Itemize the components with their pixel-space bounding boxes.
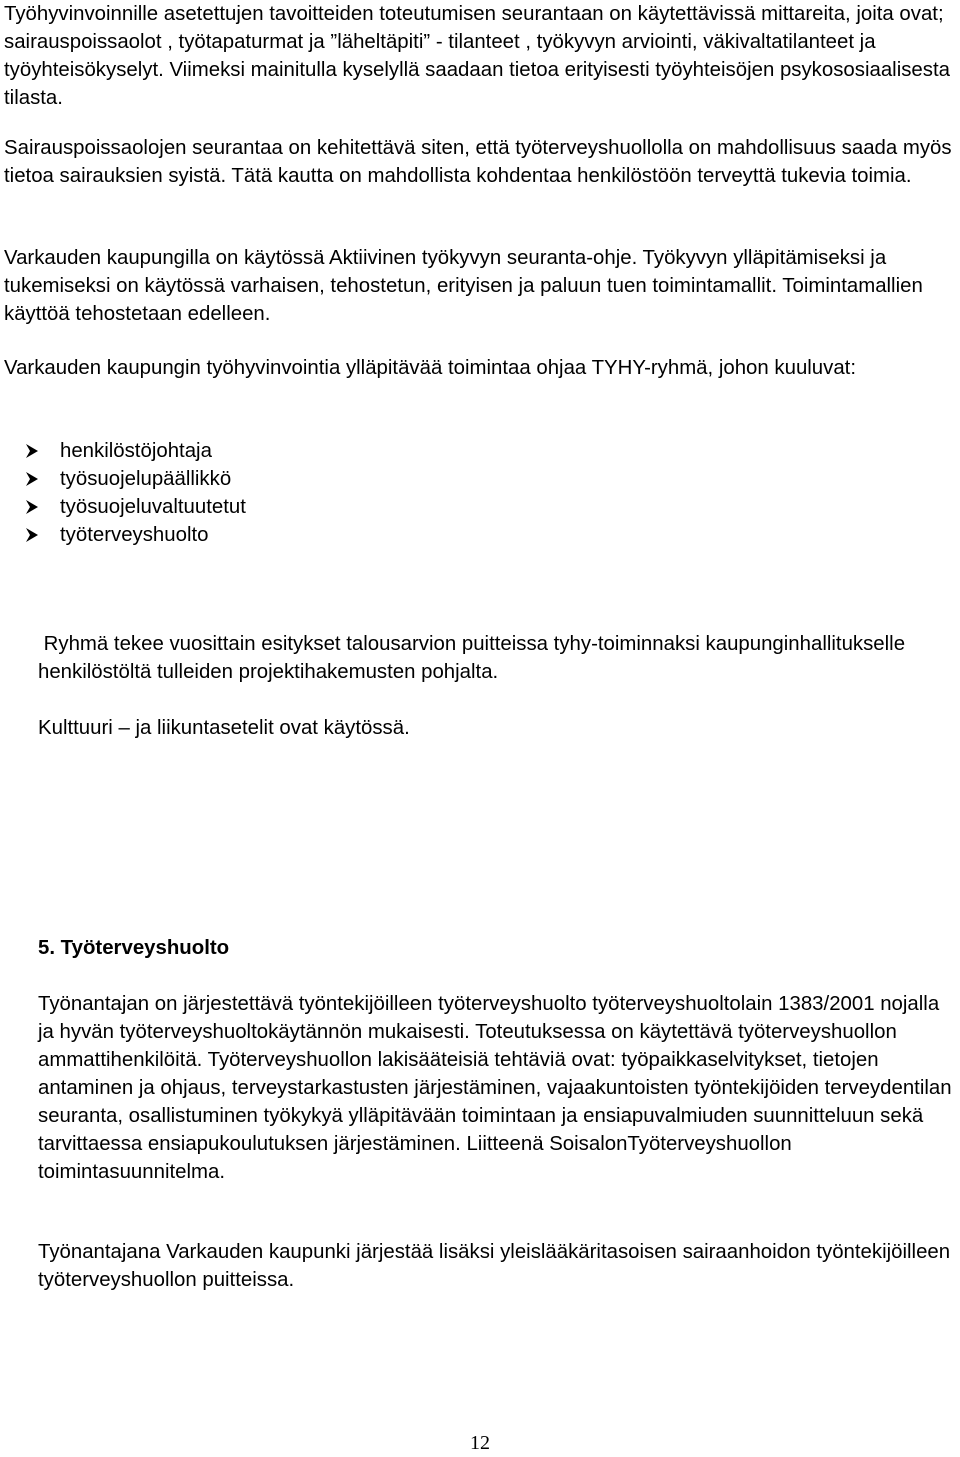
arrowhead-bullet-icon (4, 443, 60, 459)
paragraph-occupational-health-duties: Työnantajan on järjestettävä työntekijöilleen työterveyshuolto työterveyshuoltolain 1383/2001 nojalla ja hyvän työterveyshuoltokäytännön mukaisesti. Toteutuksessa on käytettävä työterveyshuollon ammattihenkilöitä. Työterveyshuollon lakisääteisiä tehtäviä ovat: työpaikkaselvitykset, tietojen antaminen ja ohjaus, terveystarkastusten järjestäminen, vajaakuntoisten työntekijöiden terveydentilan seuranta, osallistuminen työkykyä ylläpitävään toimintaan ja ensiapuvalmiuden suunnitteluun sekä tarvittaessa ensiapukoulutuksen järjestäminen. Liitteenä SoisalonTyöterveyshuollon toimintasuunnitelma. (38, 993, 958, 1183)
list-item-label: työterveyshuolto (60, 524, 209, 546)
paragraph-work-ability-guideline: Varkauden kaupungilla on käytössä Aktiivinen työkyvyn seuranta-ohje. Työkyvyn ylläpitämiseksi ja tukemiseksi on käytössä varhaisen, tehostetun, erityisen ja paluun tuen toimintamallit. Toimintamallien käyttöä tehostetaan edelleen. (4, 247, 929, 325)
arrowhead-bullet-icon (4, 471, 60, 487)
paragraph-sick-leave-monitoring: Sairauspoissaolojen seurantaa on kehitettävä siten, että työterveyshuollolla on mahdollisuus saada myös tietoa sairauksien syistä. Tätä kautta on mahdollista kohdentaa henkilöstöön terveyttä tukevia toimia. (4, 137, 958, 187)
paragraph-annual-proposals: Ryhmä tekee vuosittain esitykset talousarvion puitteissa tyhy-toiminnaksi kaupunginhallitukselle henkilöstöltä tulleiden projektihakemusten pohjalta. (38, 633, 911, 683)
list-item-label: henkilöstöjohtaja (60, 440, 212, 462)
arrowhead-bullet-icon (4, 499, 60, 515)
paragraph-culture-vouchers: Kulttuuri – ja liikuntasetelit ovat käytössä. (38, 717, 410, 739)
list-item (4, 465, 246, 493)
list-item (4, 437, 246, 465)
tyhy-member-list (4, 437, 246, 549)
list-item (4, 493, 246, 521)
list-item (4, 521, 246, 549)
page-number: 12 (470, 1432, 490, 1454)
section-heading: 5. Työterveyshuolto (38, 937, 230, 959)
paragraph-general-practice-care: Työnantajana Varkauden kaupunki järjestää lisäksi yleislääkäritasoisen sairaanhoidon työntekijöilleen työterveyshuollon puitteissa. (38, 1241, 956, 1291)
list-item-label: työsuojeluvaltuutetut (60, 496, 246, 518)
list-item-label: työsuojelupäällikkö (60, 468, 232, 490)
paragraph-tyhy-group-intro: Varkauden kaupungin työhyvinvointia ylläpitävää toimintaa ohjaa TYHY-ryhmä, johon kuuluvat: (4, 357, 857, 379)
arrowhead-bullet-icon (4, 527, 60, 543)
paragraph-wellbeing-metrics: Työhyvinvoinnille asetettujen tavoitteiden toteutumisen seurantaan on käytettävissä mittareita, joita ovat; sairauspoissaolot , työtapaturmat ja ”läheltäpiti” - tilanteet , työkyvyn arviointi, väkivaltatilanteet ja työyhteisökyselyt. Viimeksi mainitulla kyselyllä saadaan tietoa erityisesti työyhteisöjen psykososiaalisesta tilasta. (4, 3, 956, 109)
